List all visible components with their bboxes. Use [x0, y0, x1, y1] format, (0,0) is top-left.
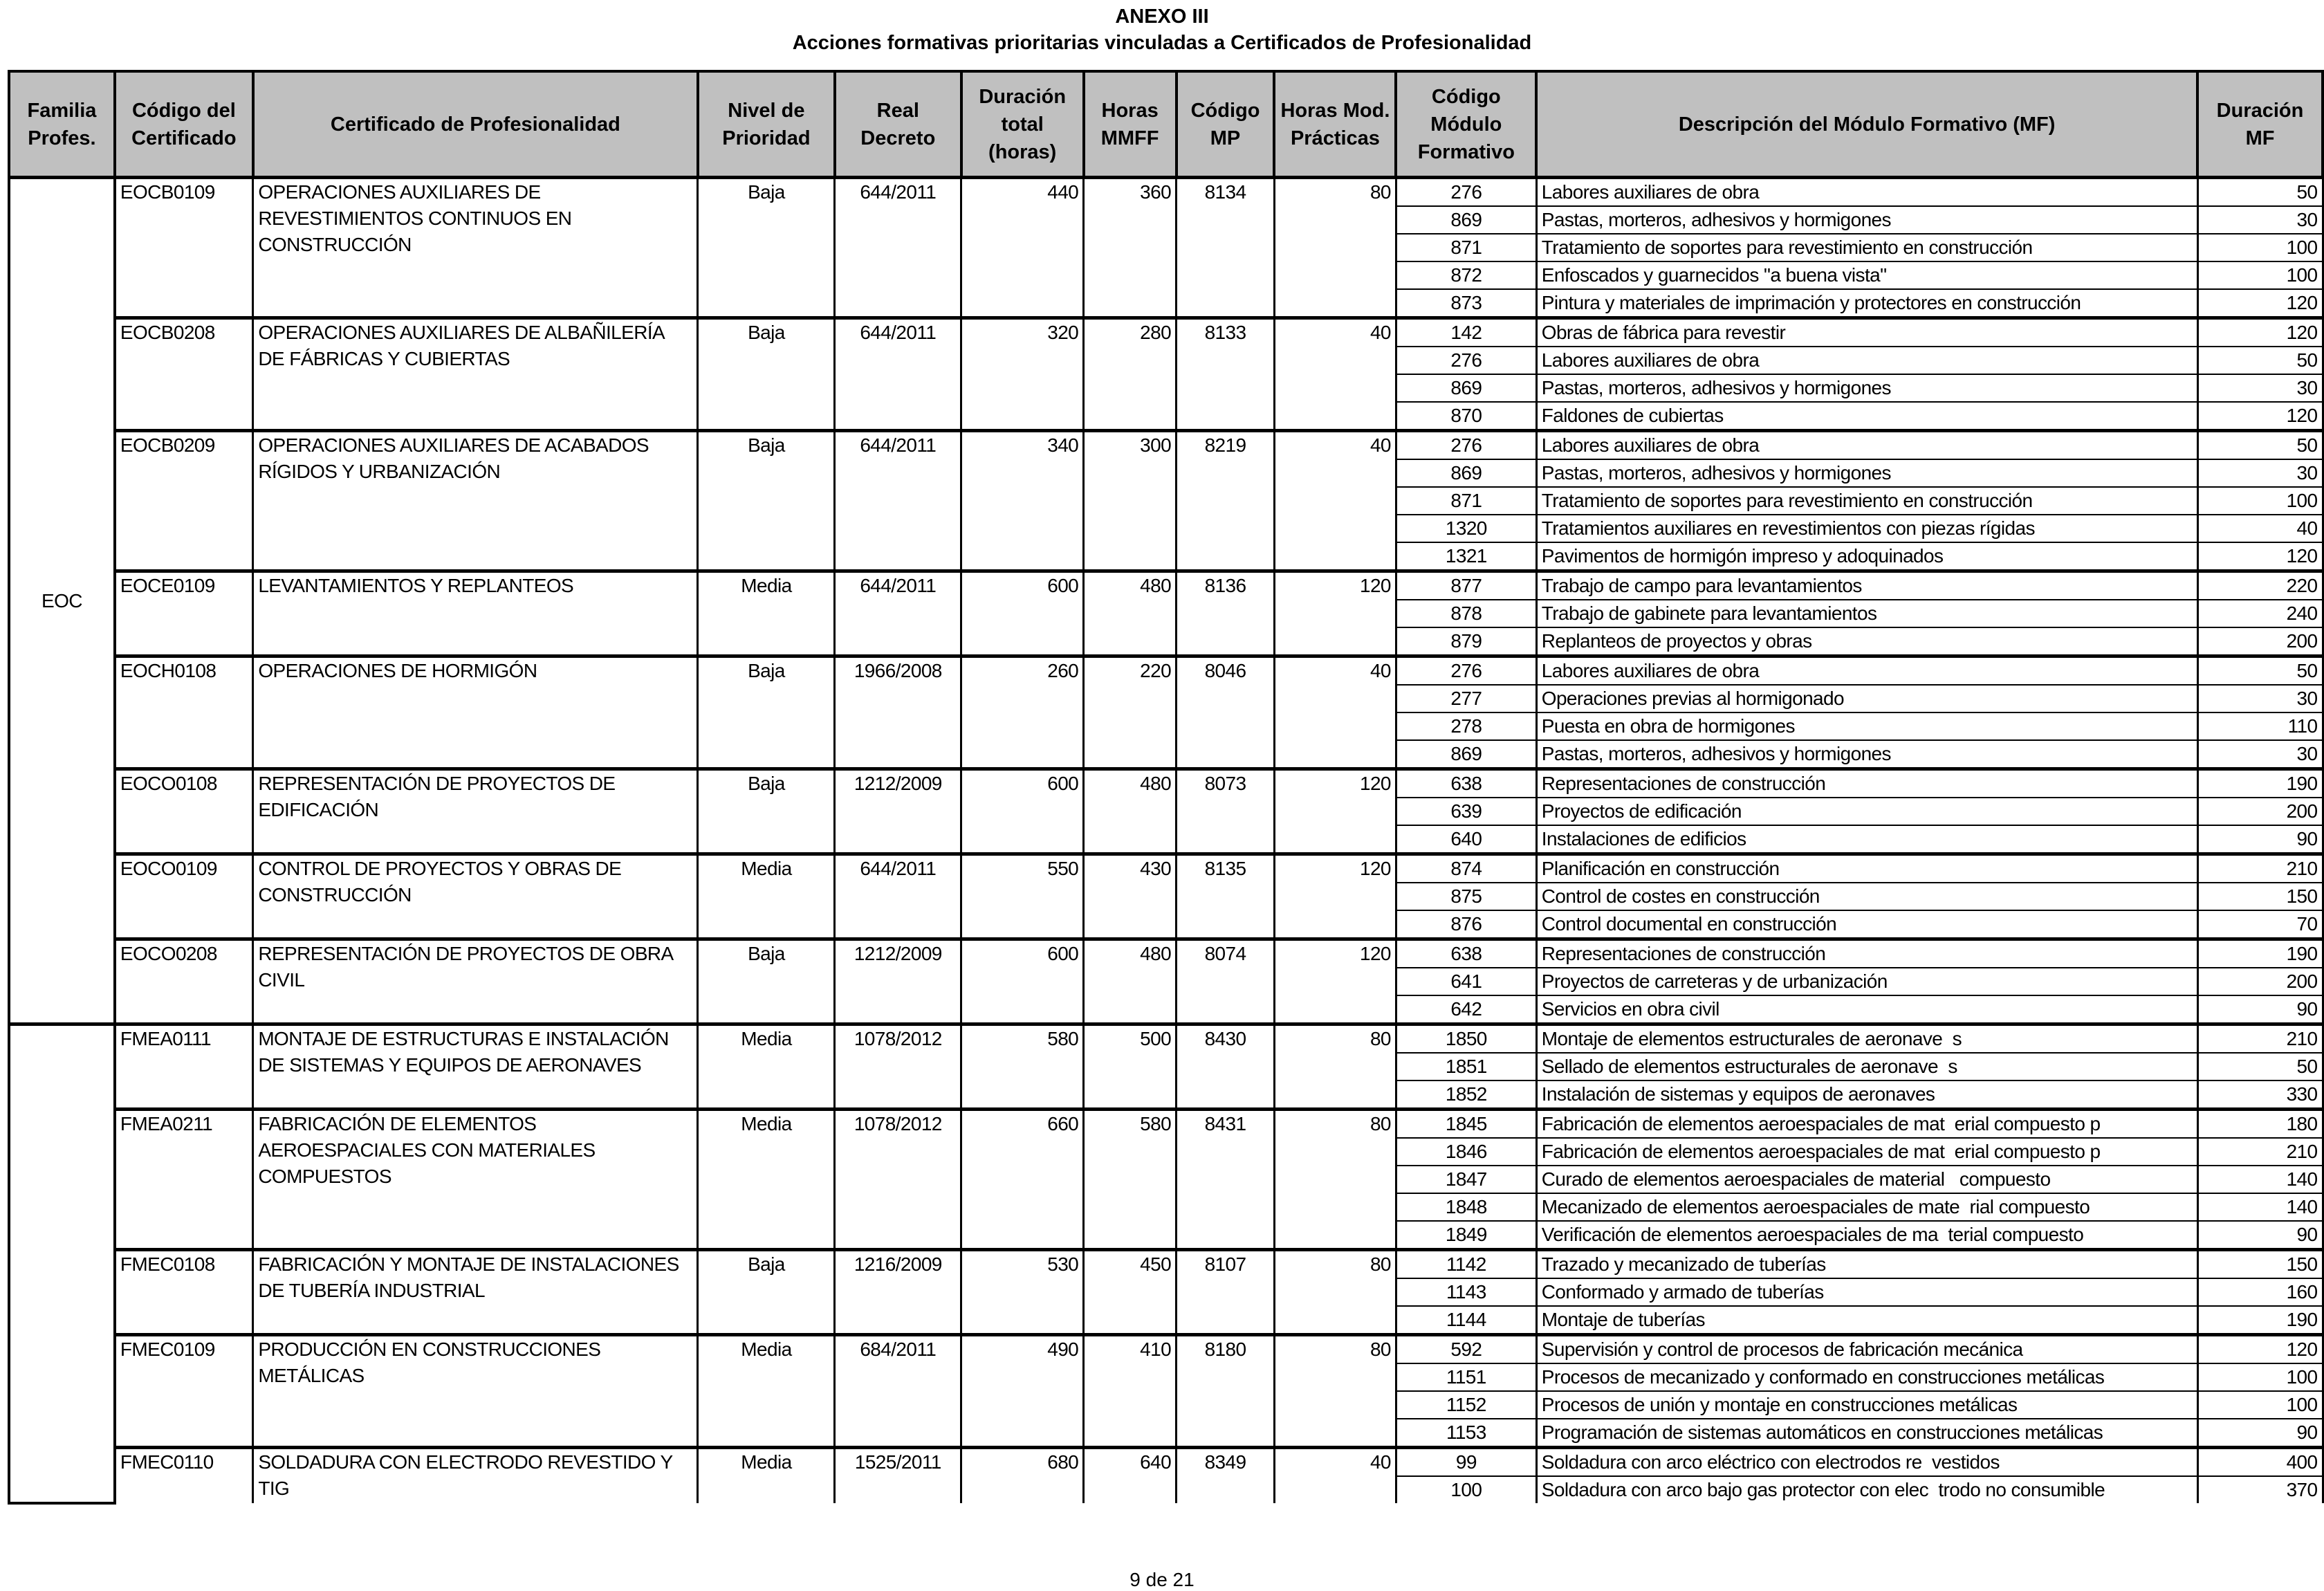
module-duration: 200 [2197, 968, 2323, 995]
practice-hours: 40 [1274, 318, 1396, 431]
certificate-name: PRODUCCIÓN EN CONSTRUCCIONES METÁLICAS [253, 1335, 698, 1448]
practice-hours: 120 [1274, 571, 1396, 656]
module-duration: 100 [2197, 1391, 2323, 1419]
module-code: 879 [1396, 627, 1536, 656]
module-description: Supervisión y control de procesos de fabricación mecánica [1536, 1335, 2197, 1364]
module-description: Proyectos de edificación [1536, 798, 2197, 825]
module-duration: 90 [2197, 825, 2323, 854]
annex-title: ANEXO III [1115, 6, 1209, 28]
module-duration: 50 [2197, 178, 2323, 207]
hours-mmff: 280 [1084, 318, 1177, 431]
module-description: Procesos de unión y montaje en construcciones metálicas [1536, 1391, 2197, 1419]
certificate-name: OPERACIONES AUXILIARES DE REVESTIMIENTOS CONTINUOS EN CONSTRUCCIÓN [253, 178, 698, 318]
mp-code: 8133 [1177, 318, 1275, 431]
module-description: Fabricación de elementos aeroespaciales de mat erial compuesto p [1536, 1138, 2197, 1166]
certificate-name: MONTAJE DE ESTRUCTURAS E INSTALACIÓN DE SISTEMAS Y EQUIPOS DE AERONAVES [253, 1024, 698, 1110]
module-code: 1852 [1396, 1080, 1536, 1110]
certificate-code: EOCB0208 [115, 318, 253, 431]
module-description: Pastas, morteros, adhesivos y hormigones [1536, 374, 2197, 402]
module-duration: 120 [2197, 542, 2323, 571]
module-code: 638 [1396, 939, 1536, 968]
real-decreto: 1212/2009 [835, 939, 961, 1024]
module-code: 639 [1396, 798, 1536, 825]
module-duration: 70 [2197, 910, 2323, 939]
practice-hours: 80 [1274, 178, 1396, 318]
mp-code: 8073 [1177, 769, 1275, 854]
module-duration: 30 [2197, 206, 2323, 234]
table-row [9, 1024, 2323, 1054]
module-duration: 220 [2197, 571, 2323, 600]
module-description: Verificación de elementos aeroespaciales de ma terial compuesto [1536, 1221, 2197, 1250]
practice-hours: 40 [1274, 1448, 1396, 1504]
module-code: 276 [1396, 656, 1536, 686]
familia-cell: EOC [9, 178, 115, 1024]
total-duration: 530 [961, 1250, 1084, 1335]
module-description: Operaciones previas al hormigonado [1536, 685, 2197, 712]
module-description: Pastas, morteros, adhesivos y hormigones [1536, 459, 2197, 487]
familia-cell [9, 1024, 115, 1504]
hours-mmff: 580 [1084, 1110, 1177, 1250]
module-code: 1153 [1396, 1419, 1536, 1448]
total-duration: 600 [961, 571, 1084, 656]
module-description: Proyectos de carreteras y de urbanización [1536, 968, 2197, 995]
module-description: Pavimentos de hormigón impreso y adoquinados [1536, 542, 2197, 571]
module-code: 877 [1396, 571, 1536, 600]
total-duration: 320 [961, 318, 1084, 431]
module-description: Replanteos de proyectos y obras [1536, 627, 2197, 656]
priority-level: Media [698, 1110, 835, 1250]
priority-level: Media [698, 571, 835, 656]
module-description: Planificación en construcción [1536, 854, 2197, 883]
real-decreto: 644/2011 [835, 854, 961, 939]
module-code: 276 [1396, 431, 1536, 460]
module-description: Conformado y armado de tuberías [1536, 1278, 2197, 1306]
practice-hours: 40 [1274, 431, 1396, 571]
module-code: 1851 [1396, 1053, 1536, 1080]
column-header-certificado: Certificado de Profesionalidad [253, 71, 698, 178]
priority-level: Baja [698, 431, 835, 571]
priority-level: Baja [698, 318, 835, 431]
module-description: Montaje de tuberías [1536, 1306, 2197, 1335]
module-code: 276 [1396, 347, 1536, 374]
total-duration: 680 [961, 1448, 1084, 1504]
module-code: 874 [1396, 854, 1536, 883]
mp-code: 8107 [1177, 1250, 1275, 1335]
module-code: 1144 [1396, 1306, 1536, 1335]
priority-level: Baja [698, 656, 835, 769]
column-header-descripcion-modulo: Descripción del Módulo Formativo (MF) [1536, 71, 2197, 178]
module-description: Mecanizado de elementos aeroespaciales de mate rial compuesto [1536, 1193, 2197, 1221]
module-description: Tratamiento de soportes para revestimiento en construcción [1536, 234, 2197, 261]
priority-level: Media [698, 854, 835, 939]
module-code: 642 [1396, 995, 1536, 1024]
module-description: Control documental en construcción [1536, 910, 2197, 939]
module-code: 1142 [1396, 1250, 1536, 1279]
module-description: Soldadura con arco eléctrico con electrodos re vestidos [1536, 1448, 2197, 1477]
module-duration: 240 [2197, 600, 2323, 627]
practice-hours: 40 [1274, 656, 1396, 769]
table-header-row [9, 71, 2323, 178]
mp-code: 8430 [1177, 1024, 1275, 1110]
module-duration: 330 [2197, 1080, 2323, 1110]
module-description: Tratamientos auxiliares en revestimientos con piezas rígidas [1536, 515, 2197, 542]
practice-hours: 120 [1274, 769, 1396, 854]
mp-code: 8134 [1177, 178, 1275, 318]
priority-level: Baja [698, 1250, 835, 1335]
practice-hours: 120 [1274, 939, 1396, 1024]
module-description: Montaje de elementos estructurales de aeronave s [1536, 1024, 2197, 1054]
table-row [9, 1448, 2323, 1477]
module-description: Trazado y mecanizado de tuberías [1536, 1250, 2197, 1279]
mp-code: 8349 [1177, 1448, 1275, 1504]
module-duration: 50 [2197, 656, 2323, 686]
module-code: 1848 [1396, 1193, 1536, 1221]
module-code: 869 [1396, 740, 1536, 769]
module-duration: 100 [2197, 487, 2323, 515]
annex-subtitle: Acciones formativas prioritarias vinculadas a Certificados de Profesionalidad [792, 32, 1532, 54]
certificate-code: EOCB0109 [115, 178, 253, 318]
module-code: 1320 [1396, 515, 1536, 542]
module-code: 1845 [1396, 1110, 1536, 1139]
table-row [9, 769, 2323, 798]
real-decreto: 1525/2011 [835, 1448, 961, 1504]
column-header-nivel-prioridad: Nivel de Prioridad [698, 71, 835, 178]
module-duration: 120 [2197, 318, 2323, 347]
module-code: 100 [1396, 1476, 1536, 1503]
certificate-code: EOCO0109 [115, 854, 253, 939]
module-duration: 90 [2197, 995, 2323, 1024]
certificate-name: OPERACIONES AUXILIARES DE ALBAÑILERÍA DE FÁBRICAS Y CUBIERTAS [253, 318, 698, 431]
total-duration: 490 [961, 1335, 1084, 1448]
module-description: Representaciones de construcción [1536, 939, 2197, 968]
practice-hours: 80 [1274, 1024, 1396, 1110]
module-description: Instalaciones de edificios [1536, 825, 2197, 854]
priority-level: Media [698, 1448, 835, 1504]
hours-mmff: 300 [1084, 431, 1177, 571]
module-code: 878 [1396, 600, 1536, 627]
module-code: 869 [1396, 206, 1536, 234]
module-description: Labores auxiliares de obra [1536, 178, 2197, 207]
module-description: Pastas, morteros, adhesivos y hormigones [1536, 206, 2197, 234]
hours-mmff: 640 [1084, 1448, 1177, 1504]
total-duration: 440 [961, 178, 1084, 318]
module-description: Faldones de cubiertas [1536, 402, 2197, 431]
module-duration: 160 [2197, 1278, 2323, 1306]
module-duration: 210 [2197, 1024, 2323, 1054]
module-duration: 210 [2197, 1138, 2323, 1166]
certificate-code: FMEA0111 [115, 1024, 253, 1110]
module-code: 276 [1396, 178, 1536, 207]
column-header-codigo-certificado: Código del Certificado [115, 71, 253, 178]
module-code: 641 [1396, 968, 1536, 995]
module-code: 871 [1396, 487, 1536, 515]
module-duration: 150 [2197, 883, 2323, 910]
module-code: 870 [1396, 402, 1536, 431]
mp-code: 8046 [1177, 656, 1275, 769]
module-duration: 150 [2197, 1250, 2323, 1279]
module-code: 278 [1396, 712, 1536, 740]
priority-level: Baja [698, 769, 835, 854]
practice-hours: 120 [1274, 854, 1396, 939]
hours-mmff: 480 [1084, 571, 1177, 656]
real-decreto: 644/2011 [835, 571, 961, 656]
table-row [9, 939, 2323, 968]
module-description: Soldadura con arco bajo gas protector con elec trodo no consumible [1536, 1476, 2197, 1503]
module-duration: 90 [2197, 1419, 2323, 1448]
real-decreto: 644/2011 [835, 318, 961, 431]
module-duration: 30 [2197, 740, 2323, 769]
module-code: 1847 [1396, 1166, 1536, 1193]
certificate-code: EOCB0209 [115, 431, 253, 571]
module-code: 1849 [1396, 1221, 1536, 1250]
module-code: 592 [1396, 1335, 1536, 1364]
total-duration: 600 [961, 769, 1084, 854]
table-row [9, 656, 2323, 686]
module-duration: 400 [2197, 1448, 2323, 1477]
certificate-name: SOLDADURA CON ELECTRODO REVESTIDO Y TIG [253, 1448, 698, 1504]
module-description: Pastas, morteros, adhesivos y hormigones [1536, 740, 2197, 769]
hours-mmff: 480 [1084, 769, 1177, 854]
table-row [9, 1335, 2323, 1364]
table-row [9, 318, 2323, 347]
certificate-code: FMEA0211 [115, 1110, 253, 1250]
module-code: 99 [1396, 1448, 1536, 1477]
real-decreto: 644/2011 [835, 178, 961, 318]
priority-level: Media [698, 1024, 835, 1110]
table-row [9, 1250, 2323, 1279]
mp-code: 8219 [1177, 431, 1275, 571]
module-duration: 200 [2197, 798, 2323, 825]
certificate-code: FMEC0109 [115, 1335, 253, 1448]
mp-code: 8431 [1177, 1110, 1275, 1250]
module-code: 1143 [1396, 1278, 1536, 1306]
column-header-codigo-modulo: Código Módulo Formativo [1396, 71, 1536, 178]
module-description: Programación de sistemas automáticos en construcciones metálicas [1536, 1419, 2197, 1448]
hours-mmff: 360 [1084, 178, 1177, 318]
module-description: Trabajo de gabinete para levantamientos [1536, 600, 2197, 627]
mp-code: 8136 [1177, 571, 1275, 656]
certificate-name: OPERACIONES AUXILIARES DE ACABADOS RÍGIDOS Y URBANIZACIÓN [253, 431, 698, 571]
total-duration: 580 [961, 1024, 1084, 1110]
certificate-name: CONTROL DE PROYECTOS Y OBRAS DE CONSTRUCCIÓN [253, 854, 698, 939]
column-header-horas-mmff: Horas MMFF [1084, 71, 1177, 178]
module-code: 1846 [1396, 1138, 1536, 1166]
practice-hours: 80 [1274, 1335, 1396, 1448]
real-decreto: 644/2011 [835, 431, 961, 571]
module-description: Labores auxiliares de obra [1536, 431, 2197, 460]
module-duration: 50 [2197, 1053, 2323, 1080]
module-duration: 90 [2197, 1221, 2323, 1250]
mp-code: 8135 [1177, 854, 1275, 939]
mp-code: 8180 [1177, 1335, 1275, 1448]
priority-level: Baja [698, 939, 835, 1024]
module-code: 640 [1396, 825, 1536, 854]
total-duration: 340 [961, 431, 1084, 571]
module-duration: 110 [2197, 712, 2323, 740]
certificate-name: OPERACIONES DE HORMIGÓN [253, 656, 698, 769]
priority-level: Media [698, 1335, 835, 1448]
hours-mmff: 450 [1084, 1250, 1177, 1335]
practice-hours: 80 [1274, 1250, 1396, 1335]
table-row [9, 178, 2323, 207]
certificate-code: EOCH0108 [115, 656, 253, 769]
module-description: Enfoscados y guarnecidos "a buena vista" [1536, 261, 2197, 289]
real-decreto: 1216/2009 [835, 1250, 961, 1335]
table-row [9, 431, 2323, 460]
total-duration: 260 [961, 656, 1084, 769]
module-code: 142 [1396, 318, 1536, 347]
module-duration: 140 [2197, 1166, 2323, 1193]
certificate-name: FABRICACIÓN Y MONTAJE DE INSTALACIONES DE TUBERÍA INDUSTRIAL [253, 1250, 698, 1335]
certificates-table [8, 70, 2324, 1505]
module-duration: 30 [2197, 459, 2323, 487]
column-header-duracion-mf: Duración MF [2197, 71, 2323, 178]
module-duration: 100 [2197, 234, 2323, 261]
hours-mmff: 220 [1084, 656, 1177, 769]
module-code: 869 [1396, 374, 1536, 402]
module-duration: 30 [2197, 685, 2323, 712]
hours-mmff: 500 [1084, 1024, 1177, 1110]
column-header-familia: Familia Profes. [9, 71, 115, 178]
hours-mmff: 430 [1084, 854, 1177, 939]
real-decreto: 1078/2012 [835, 1110, 961, 1250]
column-header-codigo-mp: Código MP [1177, 71, 1275, 178]
certificate-code: FMEC0108 [115, 1250, 253, 1335]
module-code: 871 [1396, 234, 1536, 261]
mp-code: 8074 [1177, 939, 1275, 1024]
module-code: 876 [1396, 910, 1536, 939]
table-row [9, 571, 2323, 600]
module-duration: 120 [2197, 1335, 2323, 1364]
table-row [9, 1110, 2323, 1139]
module-description: Sellado de elementos estructurales de aeronave s [1536, 1053, 2197, 1080]
module-description: Tratamiento de soportes para revestimiento en construcción [1536, 487, 2197, 515]
certificate-code: EOCO0108 [115, 769, 253, 854]
module-description: Trabajo de campo para levantamientos [1536, 571, 2197, 600]
certificate-name: LEVANTAMIENTOS Y REPLANTEOS [253, 571, 698, 656]
module-duration: 180 [2197, 1110, 2323, 1139]
module-duration: 40 [2197, 515, 2323, 542]
module-duration: 120 [2197, 289, 2323, 318]
module-duration: 210 [2197, 854, 2323, 883]
module-code: 638 [1396, 769, 1536, 798]
module-duration: 50 [2197, 431, 2323, 460]
module-code: 873 [1396, 289, 1536, 318]
table-row [9, 854, 2323, 883]
module-description: Curado de elementos aeroespaciales de material compuesto [1536, 1166, 2197, 1193]
module-description: Puesta en obra de hormigones [1536, 712, 2197, 740]
certificate-name: REPRESENTACIÓN DE PROYECTOS DE EDIFICACIÓN [253, 769, 698, 854]
total-duration: 600 [961, 939, 1084, 1024]
column-header-duracion-total: Duración total (horas) [961, 71, 1084, 178]
real-decreto: 1212/2009 [835, 769, 961, 854]
module-duration: 200 [2197, 627, 2323, 656]
priority-level: Baja [698, 178, 835, 318]
module-description: Fabricación de elementos aeroespaciales de mat erial compuesto p [1536, 1110, 2197, 1139]
module-code: 875 [1396, 883, 1536, 910]
certificate-name: FABRICACIÓN DE ELEMENTOS AEROESPACIALES CON MATERIALES COMPUESTOS [253, 1110, 698, 1250]
hours-mmff: 410 [1084, 1335, 1177, 1448]
module-description: Representaciones de construcción [1536, 769, 2197, 798]
column-header-real-decreto: Real Decreto [835, 71, 961, 178]
module-code: 277 [1396, 685, 1536, 712]
module-description: Procesos de mecanizado y conformado en construcciones metálicas [1536, 1363, 2197, 1391]
module-duration: 100 [2197, 1363, 2323, 1391]
module-duration: 140 [2197, 1193, 2323, 1221]
module-description: Obras de fábrica para revestir [1536, 318, 2197, 347]
real-decreto: 1966/2008 [835, 656, 961, 769]
module-code: 1152 [1396, 1391, 1536, 1419]
module-duration: 190 [2197, 769, 2323, 798]
module-duration: 370 [2197, 1476, 2323, 1503]
total-duration: 660 [961, 1110, 1084, 1250]
module-code: 1151 [1396, 1363, 1536, 1391]
module-description: Servicios en obra civil [1536, 995, 2197, 1024]
certificate-code: EOCO0208 [115, 939, 253, 1024]
total-duration: 550 [961, 854, 1084, 939]
module-description: Labores auxiliares de obra [1536, 347, 2197, 374]
module-description: Instalación de sistemas y equipos de aeronaves [1536, 1080, 2197, 1110]
module-description: Pintura y materiales de imprimación y protectores en construcción [1536, 289, 2197, 318]
module-duration: 50 [2197, 347, 2323, 374]
hours-mmff: 480 [1084, 939, 1177, 1024]
module-code: 1850 [1396, 1024, 1536, 1054]
page-number: 9 de 21 [1129, 1569, 1195, 1590]
column-header-horas-practicas: Horas Mod. Prácticas [1274, 71, 1396, 178]
module-code: 872 [1396, 261, 1536, 289]
module-description: Control de costes en construcción [1536, 883, 2197, 910]
module-duration: 120 [2197, 402, 2323, 431]
module-duration: 190 [2197, 1306, 2323, 1335]
module-code: 869 [1396, 459, 1536, 487]
module-code: 1321 [1396, 542, 1536, 571]
real-decreto: 684/2011 [835, 1335, 961, 1448]
certificate-name: REPRESENTACIÓN DE PROYECTOS DE OBRA CIVIL [253, 939, 698, 1024]
module-description: Labores auxiliares de obra [1536, 656, 2197, 686]
module-duration: 190 [2197, 939, 2323, 968]
certificate-code: FMEC0110 [115, 1448, 253, 1504]
module-duration: 30 [2197, 374, 2323, 402]
practice-hours: 80 [1274, 1110, 1396, 1250]
certificate-code: EOCE0109 [115, 571, 253, 656]
real-decreto: 1078/2012 [835, 1024, 961, 1110]
module-duration: 100 [2197, 261, 2323, 289]
